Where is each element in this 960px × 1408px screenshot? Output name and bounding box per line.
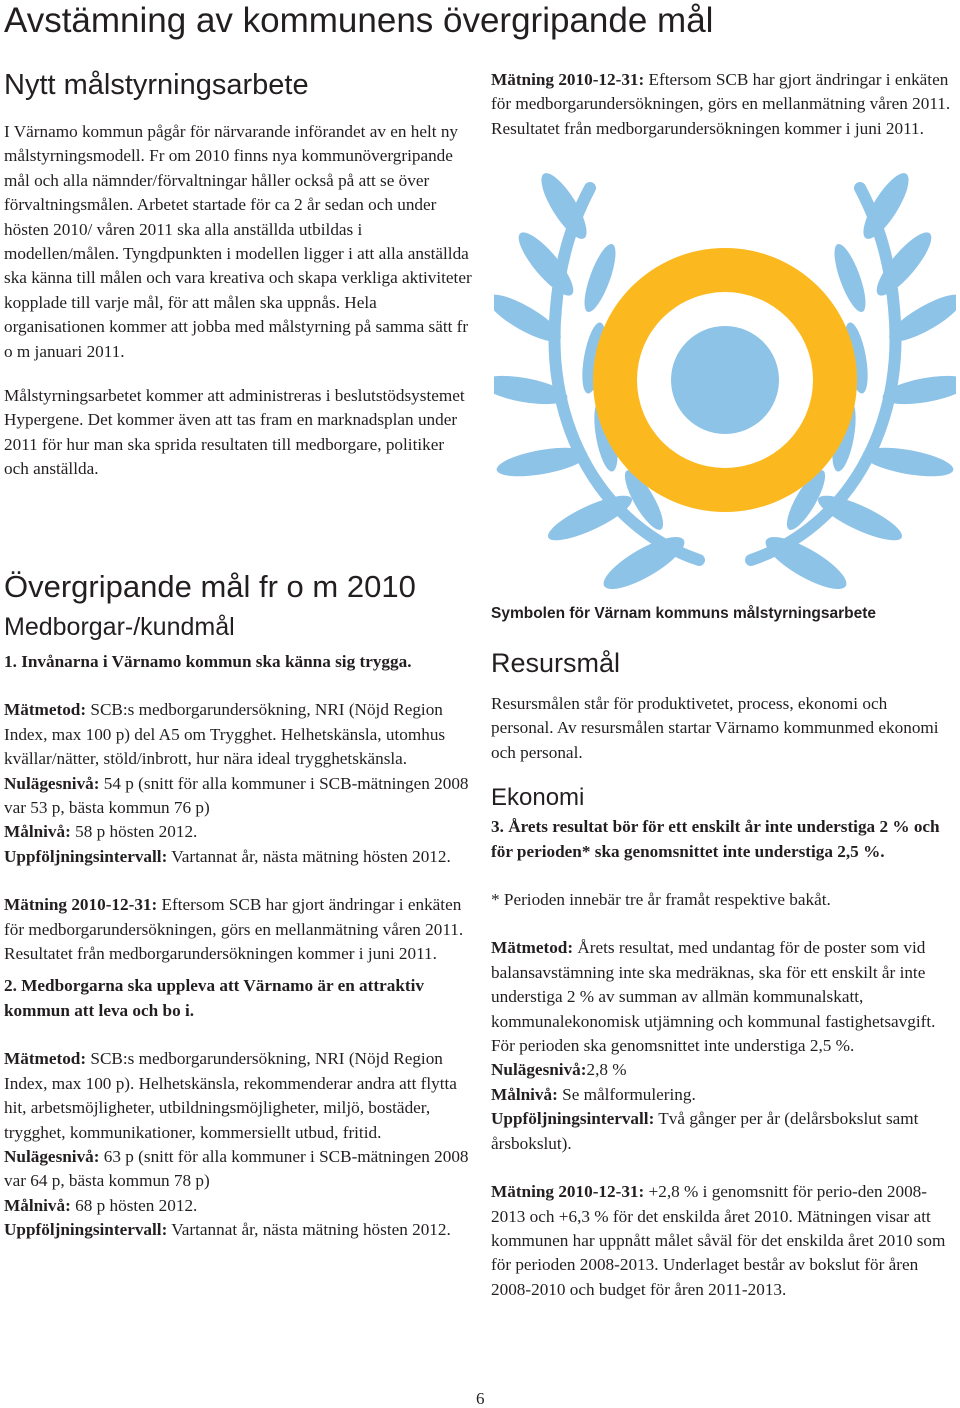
goal-1-method [4, 698, 472, 771]
goal-3-measurement [491, 1180, 953, 1302]
goals-heading: Övergripande mål fr o m 2010 [4, 569, 416, 604]
goal-3-footnote: * Perioden innebär tre år framåt respektive bakåt. [491, 890, 831, 910]
goal-1-followup [4, 845, 472, 869]
goal-2-current-label: Nulägesnivå: [4, 1146, 100, 1166]
page-number: 6 [476, 1389, 485, 1408]
symbol-emblem [494, 168, 956, 600]
goal-1-target [4, 820, 472, 844]
goal-2-method-text: SCB:s medborgarundersökning, NRI (Nöjd Region Index, max 100 p). Helhetskänsla, rekommenderar andra att flytta hit, arbetsmöjligheter, utbildningsmöjligheter, miljö, bostäder, trygghet, kommunikationer, kommersiellt utbud, fritid. [4, 1049, 457, 1142]
goal-3-method-label: Mätmetod: [491, 938, 574, 958]
goal-3-current-text: 2,8 % [586, 1060, 627, 1080]
resource-text: Resursmålen står för produktivetet, process, ekonomi och personal. Av resursmålen startar Värnamo kommunmed ekonomi och personal. [491, 694, 939, 762]
top-measurement-text: Eftersom SCB har gjort ändringar i enkäten för medborgarundersökningen, görs en mellanmätning våren 2011. Resultatet från medborgarundersökningen kommer i juni 2011. [491, 70, 951, 138]
goal-3-measurement-label: Mätning 2010-12-31: [491, 1182, 645, 1202]
goal-3-title: 3. Årets resultat bör för ett enskilt år inte understiga 2 % och för perioden* ska genomsnittet inte understiga 2,5 %. [491, 817, 940, 861]
goal-2-followup [4, 1218, 472, 1242]
goal-2-current [4, 1145, 472, 1194]
goal-3-followup [491, 1107, 953, 1156]
goal-2-method-label: Mätmetod: [4, 1049, 87, 1069]
goal-3-followup-label: Uppföljningsintervall: [491, 1109, 655, 1129]
intro-section [4, 68, 472, 482]
goal-3-followup-text: Två gånger per år (delårsbokslut samt årsbokslut). [491, 1109, 919, 1153]
goal-1-measurement-label: Mätning 2010-12-31: [4, 895, 158, 915]
goal-2-followup-text: Vartannat år, nästa mätning hösten 2012. [167, 1220, 451, 1240]
goals-section [4, 568, 472, 1243]
intro-heading: Nytt målstyrningsarbete [4, 69, 309, 101]
goal-3-method-text: Årets resultat, med undantag för de poster som vid balansavstämning inte ska medräknas, ska för ett enskilt år inte understiga 2 % av summan av allmän kommunalskatt, kommunalekonomisk utjämning och kommunal fastighetsavgift. För perioden ska genomsnittet inte understiga 2,5 %. [491, 938, 936, 1056]
goal-1-method-label: Mätmetod: [4, 700, 87, 720]
goal-1-measurement-text: Eftersom SCB har gjort ändringar i enkäten för medborgarundersökningen, görs en mellanmätning våren 2011. Resultatet från medborgarundersökningen kommer i juni 2011. [4, 895, 464, 964]
goal-3-target-label: Målnivå: [491, 1084, 558, 1104]
goal-1-followup-label: Uppföljningsintervall: [4, 846, 168, 866]
goal-1-target-label: Målnivå: [4, 822, 71, 842]
top-measurement-label: Mätning 2010-12-31: [491, 70, 645, 89]
goal-2-title: 2. Medborgarna ska uppleva att Värnamo är en attraktiv kommun att leva och bo i. [4, 976, 424, 1020]
goal-2-followup-label: Uppföljningsintervall: [4, 1220, 168, 1240]
goal-1-current [4, 772, 472, 821]
goal-2-current-text: 63 p (snitt för alla kommuner i SCB-mätningen 2008 var 64 p, bästa kommun 78 p) [4, 1146, 469, 1191]
goal-1-current-label: Nulägesnivå: [4, 773, 100, 793]
goal-1-measurement [4, 893, 472, 966]
page-title: Avstämning av kommunens övergripande mål [4, 1, 714, 40]
goal-2-method [4, 1047, 472, 1145]
intro-paragraph-1: I Värnamo kommun pågår för närvarande införandet av en helt ny målstyrningsmodell. Fr om 2010 finns nya kommunövergripande mål och alla nämnder/förvaltningar håller också på att se över förvaltningsmålen. Arbetet startade för ca 2 år sedan och under hösten 2010/ våren 2011 ska alla anställda utbildas i modellen/målen. Tyngdpunkten i modellen ligger i att alla anställda ska känna till målen och vara kreativa och skapa verkliga aktiviteter kopplade till varje mål, för att målen ska uppnås. Hela organisationen kommer att jobba med målstyrning på samma sätt fr o m januari 2011. [4, 122, 472, 361]
economy-heading: Ekonomi [491, 784, 585, 812]
symbol-caption: Symbolen för Värnam kommuns målstyrningsarbete [491, 605, 877, 622]
intro-paragraph-2: Målstyrningsarbetet kommer att administreras i beslutstödsystemet Hypergene. Det kommer även att tas fram en marknadsplan under 2011 för hur man ska sprida resultaten till medborgare, politiker och anställda. [4, 386, 465, 479]
goal-3-measurement-text: +2,8 % i genomsnitt för perio-den 2008-2013 och +6,3 % för det enskilda året 2010. Mätningen visar att kommunen har uppnått målet såväl för det enskilda året 2010 som för perioden 2008-2013. Underlaget består av bokslut för åren 2008-2010 och budget för åren 2011-2013. [491, 1182, 946, 1299]
goal-1-title: 1. Invånarna i Värnamo kommun ska känna sig trygga. [4, 652, 412, 671]
goal-1-target-text: 58 p hösten 2012. [70, 822, 198, 842]
goal-2-target-text: 68 p hösten 2012. [70, 1195, 198, 1215]
goals-subheading: Medborgar-/kundmål [4, 613, 235, 641]
goal-3-current [491, 1058, 953, 1082]
goal-1-followup-text: Vartannat år, nästa mätning hösten 2012. [167, 846, 451, 866]
resource-section [491, 646, 953, 1302]
center-blue-disc [671, 326, 779, 434]
goal-1-current-text: 54 p (snitt för alla kommuner i SCB-mätningen 2008 var 53 p, bästa kommun 76 p) [4, 773, 469, 818]
top-right-measurement [491, 68, 953, 141]
goal-3-target-text: Se målformulering. [557, 1084, 696, 1104]
goal-3-current-label: Nulägesnivå: [491, 1060, 587, 1080]
goal-3-target [491, 1083, 953, 1107]
goal-3-method [491, 936, 953, 1058]
goal-2-target-label: Målnivå: [4, 1195, 71, 1215]
resource-heading: Resursmål [491, 648, 621, 678]
goal-2-target [4, 1194, 472, 1218]
goal-1-method-text: SCB:s medborgarundersökning, NRI (Nöjd Region Index, max 100 p) del A5 om Trygghet. Helhetskänsla, utomhus kvällar/nätter, stöld/inbrott, hur nära ideal trygghetskänsla. [4, 700, 446, 769]
